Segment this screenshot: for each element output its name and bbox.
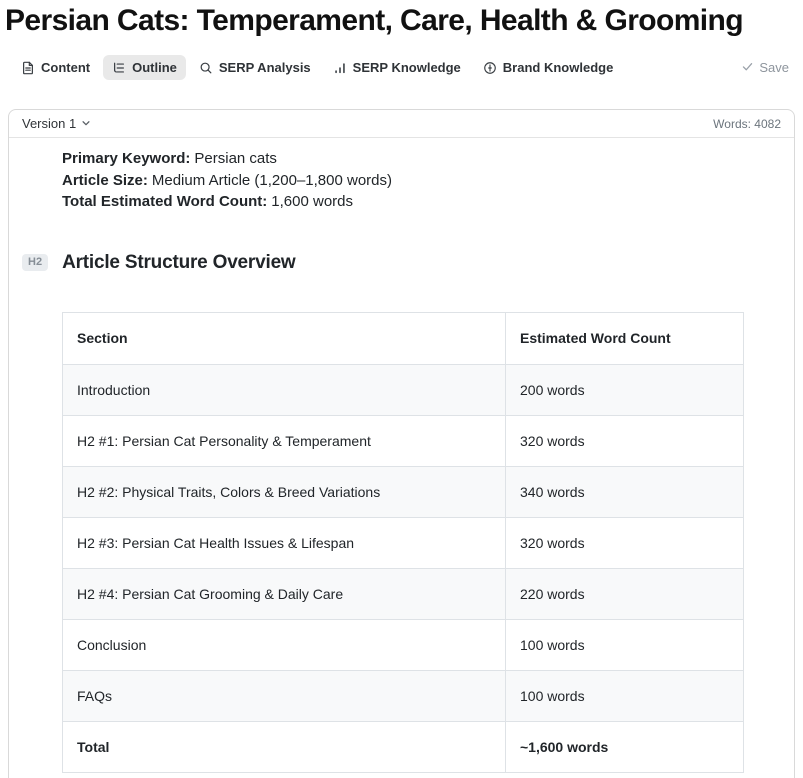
meta-value: Medium Article (1,200–1,800 words) (151, 171, 392, 189)
table-row (63, 619, 744, 670)
tab-label: Content (41, 60, 91, 75)
tab-brand-knowledge[interactable] (474, 55, 623, 80)
tab-serp-analysis[interactable] (190, 55, 320, 80)
column-header-section: Section (63, 312, 506, 364)
table-row (63, 670, 744, 721)
tab-content[interactable] (12, 55, 99, 80)
table-row (63, 517, 744, 568)
h2-badge: H2 (22, 254, 48, 271)
page-title: Persian Cats: Temperament, Care, Health & Grooming (5, 4, 743, 37)
tab-serp-knowledge[interactable] (324, 55, 470, 80)
table-row (63, 466, 744, 517)
word-count-cell: 100 words (506, 670, 744, 721)
word-count-cell: 340 words (506, 466, 744, 517)
tab-label: SERP Analysis (218, 60, 311, 75)
total-value-cell: ~1,600 words (506, 721, 744, 772)
meta-value: 1,600 words (271, 193, 353, 210)
words-count: Words: 4082 (713, 116, 781, 131)
tab-bar (12, 55, 791, 80)
meta-label: Primary Keyword: (62, 150, 191, 167)
tab-label: SERP Knowledge (352, 60, 461, 75)
section-cell: H2 #3: Persian Cat Health Issues & Lifespan (63, 517, 506, 568)
meta-article-size (62, 170, 794, 192)
section-heading-row (22, 252, 794, 274)
section-cell: Introduction (63, 364, 506, 415)
table-body (63, 364, 744, 721)
table-row (63, 415, 744, 466)
version-label: Version 1 (22, 116, 77, 131)
word-count-cell: 220 words (506, 568, 744, 619)
meta-primary-keyword (62, 148, 794, 170)
outline-list-icon (112, 61, 126, 75)
section-heading: Article Structure Overview (62, 251, 296, 273)
meta-word-count (62, 191, 794, 213)
word-count-cell: 320 words (506, 415, 744, 466)
save-button[interactable] (741, 60, 791, 76)
word-count-cell: 320 words (506, 517, 744, 568)
version-selector[interactable] (22, 116, 91, 131)
tab-label: Outline (132, 60, 177, 75)
section-cell: H2 #2: Physical Traits, Colors & Breed Variations (63, 466, 506, 517)
meta-block (62, 148, 794, 213)
tab-label: Brand Knowledge (502, 60, 614, 75)
table-total-row (63, 721, 744, 772)
section-cell: H2 #1: Persian Cat Personality & Temperament (63, 415, 506, 466)
check-icon (741, 60, 754, 76)
save-label: Save (759, 60, 789, 75)
column-header-word-count: Estimated Word Count (506, 312, 744, 364)
total-label-cell: Total (63, 721, 506, 772)
word-count-cell: 200 words (506, 364, 744, 415)
chevron-down-icon (81, 116, 91, 131)
info-circle-icon (483, 61, 497, 75)
section-cell: H2 #4: Persian Cat Grooming & Daily Care (63, 568, 506, 619)
outline-panel (8, 109, 795, 778)
document-icon (21, 61, 35, 75)
meta-label: Article Size: (62, 171, 148, 189)
search-icon (199, 61, 213, 75)
meta-label: Total Estimated Word Count: (62, 193, 268, 210)
outline-content (9, 138, 794, 773)
table-row (63, 364, 744, 415)
table-header-row (63, 312, 744, 364)
bar-chart-icon (333, 61, 347, 75)
version-bar (9, 110, 794, 138)
word-count-cell: 100 words (506, 619, 744, 670)
tab-outline[interactable] (103, 55, 186, 80)
section-cell: Conclusion (63, 619, 506, 670)
table-row (63, 568, 744, 619)
section-cell: FAQs (63, 670, 506, 721)
meta-value: Persian cats (194, 150, 277, 167)
article-structure-table (62, 312, 744, 773)
